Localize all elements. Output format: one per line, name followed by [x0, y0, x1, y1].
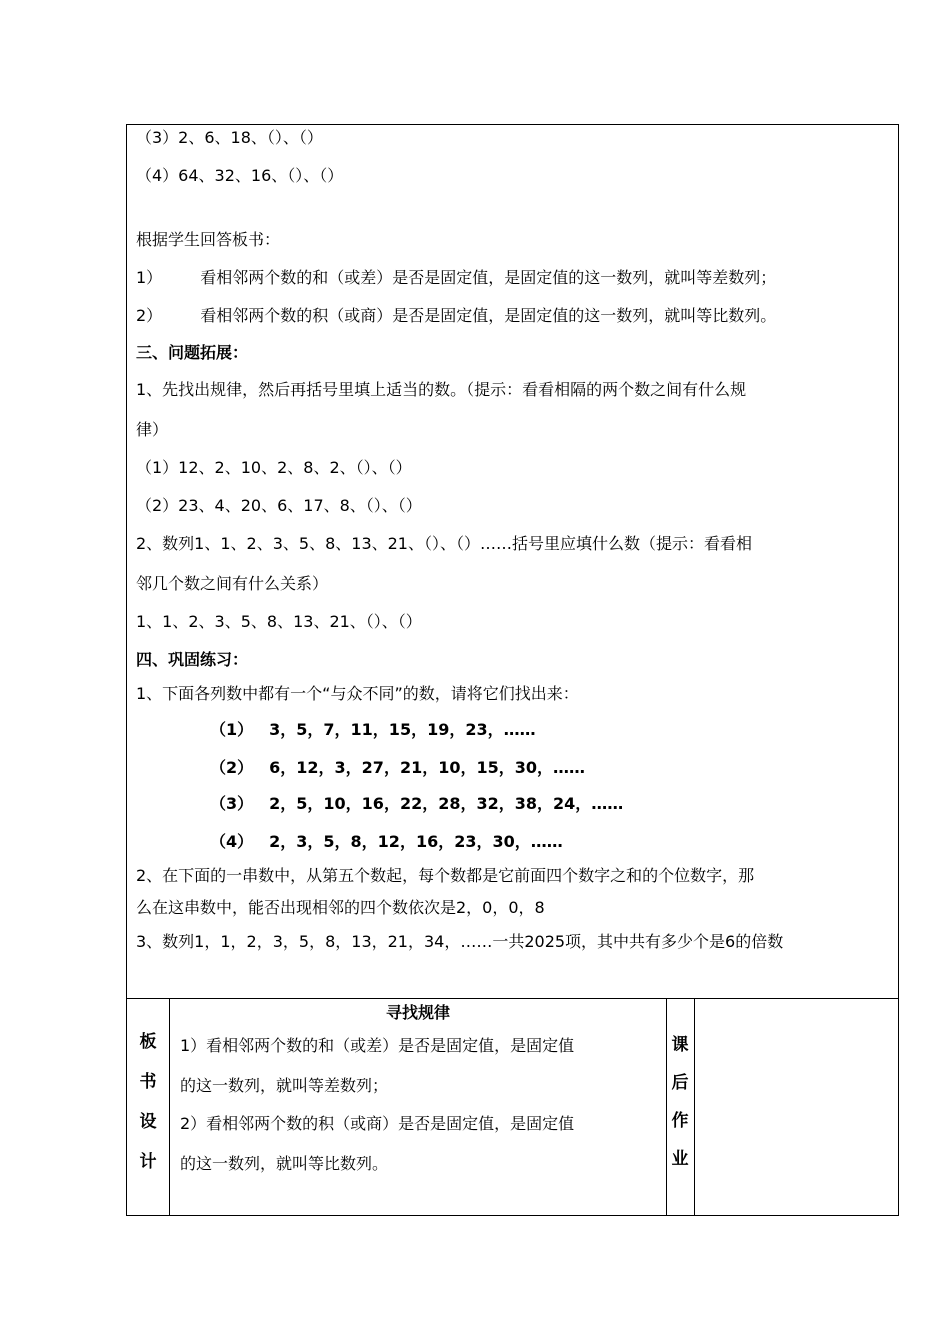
- sequence-line: [210, 794, 623, 814]
- board-line: 2）看相邻两个数的积（或商）是否是固定值，是固定值: [180, 1114, 575, 1133]
- label-char: 书: [139, 1072, 157, 1092]
- text-line: 么在这串数中，能否出现相邻的四个数依次是2，0，0，8: [136, 898, 545, 917]
- sequence-values: 3，5，7，11，15，19，23，……: [269, 720, 536, 739]
- rule-text: 看相邻两个数的积（或商）是否是固定值，是固定值的这一数列，就叫等比数列。: [200, 306, 777, 325]
- board-design-label: [128, 1022, 168, 1182]
- sequence-number: （2）: [210, 758, 254, 777]
- text-line: 2、在下面的一串数中，从第五个数起，每个数都是它前面四个数字之和的个位数字，那: [136, 866, 755, 885]
- text-line: （1）12、2、10、2、8、2、（）、（）: [136, 458, 412, 477]
- label-char: 板: [139, 1032, 157, 1052]
- row-divider: [126, 998, 899, 999]
- board-line: 的这一数列，就叫等差数列；: [180, 1076, 389, 1095]
- text-line: 律）: [136, 420, 169, 439]
- text-line: （4）64、32、16、（）、（）: [136, 166, 344, 185]
- label-char: 计: [139, 1152, 157, 1172]
- board-title: 寻找规律: [385, 1003, 450, 1022]
- text-line: （2）23、4、20、6、17、8、（）、（）: [136, 496, 422, 515]
- label-char: 业: [671, 1149, 689, 1169]
- sequence-line: [210, 832, 563, 852]
- text-line: 1、先找出规律，然后再括号里填上适当的数。（提示：看看相隔的两个数之间有什么规: [136, 380, 747, 399]
- sequence-values: 6，12，3，27，21，10，15，30，……: [269, 758, 586, 777]
- list-marker: 1）: [136, 268, 163, 287]
- label-char: 后: [671, 1073, 689, 1093]
- text-line: 1、1、2、3、5、8、13、21、（）、（）: [136, 612, 422, 631]
- text-line: 3、数列1，1，2，3，5，8，13，21，34，……一共2025项，其中共有多少个是6的倍数: [136, 932, 784, 951]
- text-line: 2、数列1、1、2、3、5、8、13、21、（）、（）……括号里应填什么数（提示：看看相: [136, 534, 752, 553]
- sequence-values: 2，5，10，16，22，28，32，38，24，……: [269, 794, 624, 813]
- text-line: （3）2、6、18、（）、（）: [136, 128, 323, 147]
- text-line: 1、下面各列数中都有一个“与众不同”的数，请将它们找出来：: [136, 684, 579, 703]
- sequence-line: [210, 720, 536, 740]
- label-char: 课: [671, 1035, 689, 1055]
- sequence-line: [210, 758, 585, 778]
- board-line: 的这一数列，就叫等比数列。: [180, 1154, 389, 1173]
- sequence-number: （4）: [210, 832, 254, 851]
- sequence-values: 2，3，5，8，12，16，23，30，……: [269, 832, 563, 851]
- text-line: 根据学生回答板书：: [136, 230, 281, 249]
- sequence-number: （3）: [210, 794, 254, 813]
- list-marker: 2）: [136, 306, 163, 325]
- label-char: 作: [671, 1111, 689, 1131]
- homework-label: [660, 1026, 700, 1178]
- section-heading: 四、巩固练习：: [136, 650, 249, 669]
- rule-line: [136, 268, 776, 288]
- sequence-number: （1）: [210, 720, 254, 739]
- board-line: 1）看相邻两个数的和（或差）是否是固定值，是固定值: [180, 1036, 575, 1055]
- text-line: 邻几个数之间有什么关系）: [136, 574, 329, 593]
- col-divider-1: [169, 998, 170, 1216]
- rule-text: 看相邻两个数的和（或差）是否是固定值，是固定值的这一数列，就叫等差数列；: [200, 268, 777, 287]
- label-char: 设: [139, 1112, 157, 1132]
- rule-line: [136, 306, 776, 326]
- section-heading: 三、问题拓展：: [136, 343, 249, 362]
